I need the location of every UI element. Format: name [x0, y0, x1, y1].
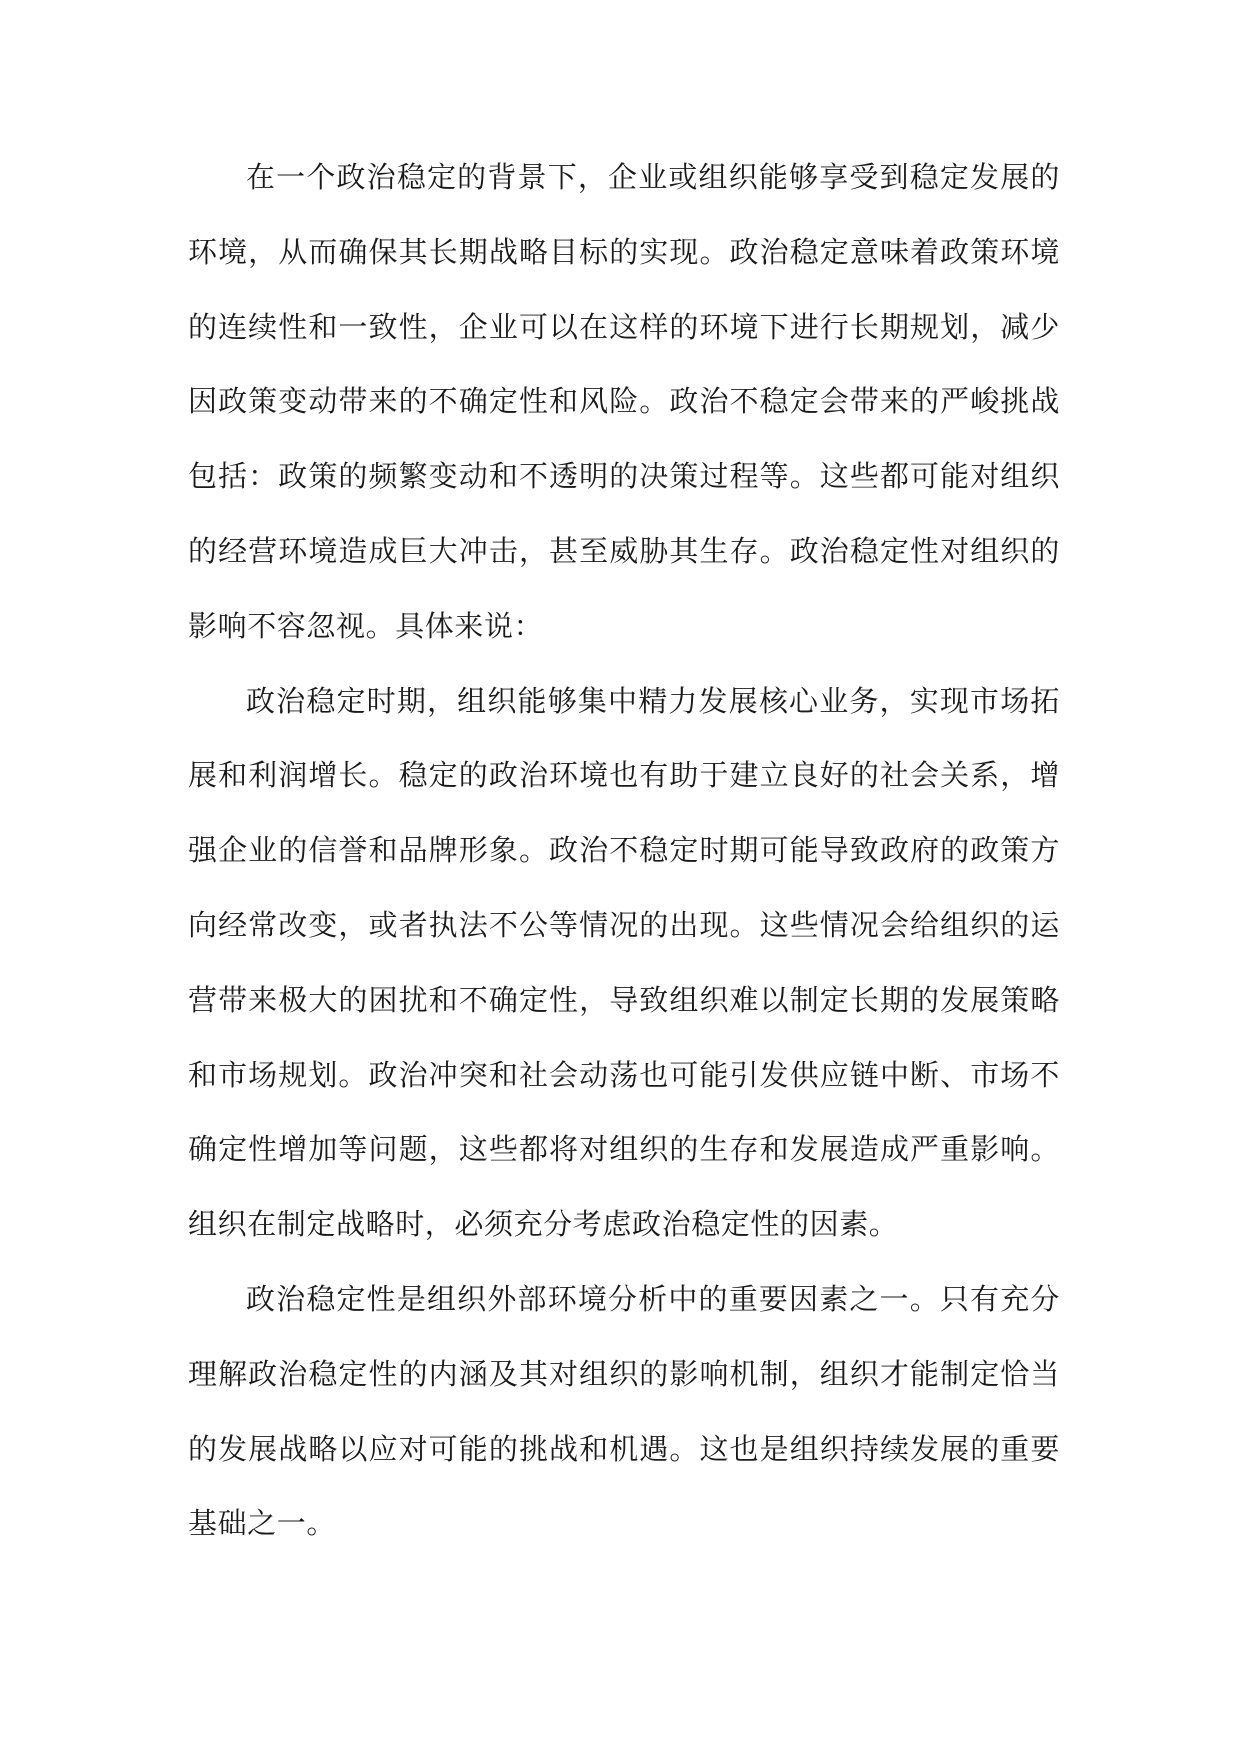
document-body	[188, 140, 1060, 1561]
paragraph-1: 在一个政治稳定的背景下，企业或组织能够享受到稳定发展的环境，从而确保其长期战略目标的实现。政治稳定意味着政策环境的连续性和一致性，企业可以在这样的环境下进行长期规划，减少因政策变动带来的不确定性和风险。政治不稳定会带来的严峻挑战包括：政策的频繁变动和不透明的决策过程等。这些都可能对组织的经营环境造成巨大冲击，甚至威胁其生存。政治稳定性对组织的影响不容忽视。具体来说：	[188, 160, 1060, 643]
paragraph-2: 政治稳定时期，组织能够集中精力发展核心业务，实现市场拓展和利润增长。稳定的政治环境也有助于建立良好的社会关系，增强企业的信誉和品牌形象。政治不稳定时期可能导致政府的政策方向经常改变，或者执法不公等情况的出现。这些情况会给组织的运营带来极大的困扰和不确定性，导致组织难以制定长期的发展策略和市场规划。政治冲突和社会动荡也可能引发供应链中断、市场不确定性增加等问题，这些都将对组织的生存和发展造成严重影响。组织在制定战略时，必须充分考虑政治稳定性的因素。	[188, 683, 1060, 1242]
paragraph-3: 政治稳定性是组织外部环境分析中的重要因素之一。只有充分理解政治稳定性的内涵及其对组织的影响机制，组织才能制定恰当的发展战略以应对可能的挑战和机遇。这也是组织持续发展的重要基础之一。	[188, 1281, 1060, 1541]
